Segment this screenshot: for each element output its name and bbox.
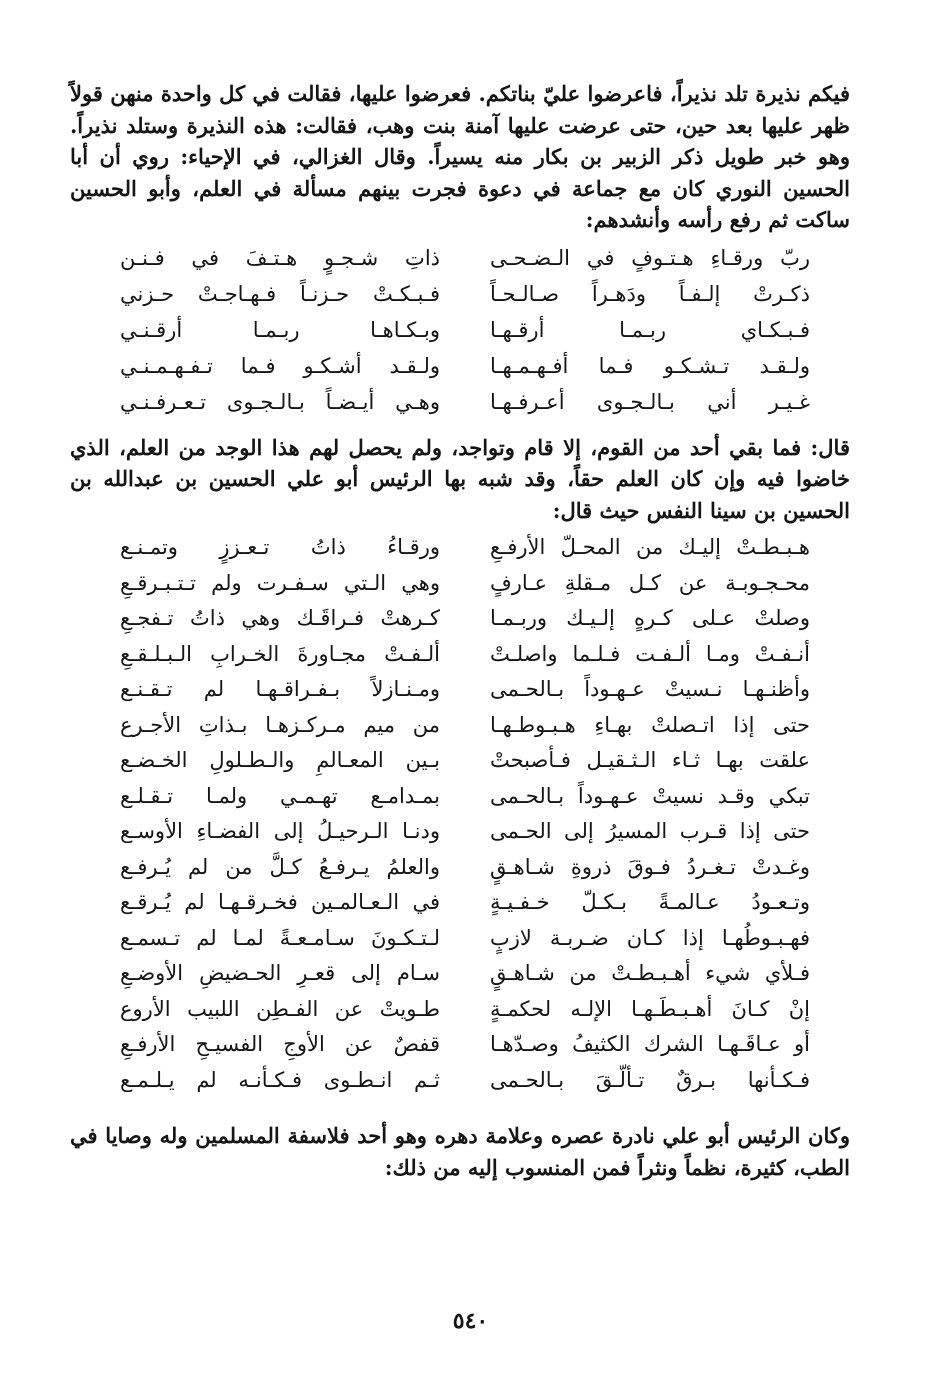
verse-first-hemistich: وصلتْ عـلى كـرهٍ إلـيـك وربـمـا [490,606,810,630]
verse-first-hemistich: غـيـر أني بـالـجـوى أعـرفـهـا [490,389,810,414]
verse [70,956,850,992]
verse-first-hemistich: أو عـاقَـهـا الشرك الكثيفُ وصـدّهـا [490,1032,810,1056]
verse-second-hemistich: والعلمُ يـرفـعُ كـلَّ من لم يُـرفـع [120,854,440,879]
verse [70,1027,850,1063]
verse-second-hemistich: طـويتْ عن الفـطِن اللبيب الأروع [120,996,440,1021]
page-number: ٥٤٠ [452,1308,489,1334]
verse-second-hemistich: في الـعـالمـين فخـرقـهـا لم يُـرقـع [120,890,440,914]
verse-second-hemistich: بمـدامـع تهـمـي ولمـا تـقـلـع [120,783,440,808]
verse-first-hemistich: فهـبـوطُهـا إذا كـان ضـربـة لازبٍ [490,925,810,950]
verse [70,348,850,384]
verse [70,708,850,744]
verse [70,276,850,312]
verse [70,530,850,566]
verse [70,672,850,708]
verse-first-hemistich: أنـفـتْ ومـا ألـفـت فـلـما واصلـتْ [490,641,810,666]
paragraph-qala: قال: فما بقي أحد من القوم، إلا قام وتواجد، ولم يحصل لهم هذا الوجد من العلم، الذي خاضوا فيه وإن كان العلم حقاً، وقد شبه بها الرئيس أبو علي الحسين بن عبدالله بن الحسين بن سينا النفس حيث قال: [70,434,850,523]
verse-second-hemistich: بـين المعـالمِ والـطـلولِ الخـضـع [120,748,440,772]
verse [70,814,850,850]
verse-second-hemistich: قفصٌ عن الأوجِ الفسيـحِ الأرفـعِ [120,1032,440,1056]
verse-first-hemistich: هـبـطـتْ إليـك من المحـلّ الأرفـعِ [490,535,810,559]
verse-first-hemistich: ولـقـد تـشـكـو فـما أفـهـمـهـا [490,353,810,378]
verse-first-hemistich: فـبـكـاي ربـمـا أرقـهـا [490,317,810,342]
verse-second-hemistich: سـام إلى قعـرِ الحـضيضِ الأوضـعِ [120,961,440,985]
verse [70,384,850,420]
verse [70,992,850,1028]
verse-second-hemistich: كـرهتْ فـراقَـك وهي ذاتُ تـفجـعِ [120,606,440,630]
verse-first-hemistich: فـلأي شيء أهـبـطـتْ من شـاهـقٍ [490,961,810,985]
verse-second-hemistich: وبـكـاهـا ربـمـا أرقـنـي [120,317,440,342]
verse-first-hemistich: وتـعـودُ عـالمـةً بـكـلّ خـفـيـةٍ [490,890,810,914]
poem-ibn-sina-ode [70,530,850,1098]
verse-first-hemistich: فـكـأنها بـرقٌ تـألّـقَ بـالحـمى [490,1067,810,1092]
verse-first-hemistich: ربّ ورقـاءِ هـتـوفٍ في الـضـحـى [490,245,810,270]
book-page [70,78,850,1183]
verse [70,885,850,921]
verse-first-hemistich: وغـدتْ تـغـردُ فـوقَ ذروةِ شـاهـقٍ [490,854,810,879]
verse-first-hemistich: حتى إذا قـرب المسيرُ إلى الحـمى [490,819,810,843]
verse [70,1063,850,1099]
verse-second-hemistich: ألـفـتْ مجـاورةَ الخـرابِ الـبـلـقـعِ [120,641,440,666]
verse [70,566,850,602]
poem-nuri [70,240,850,420]
verse-second-hemistich: وهي الـتي سـفـرت ولم تـتـبـرقـعِ [120,570,440,595]
verse-first-hemistich: تبكي وقـد نسيتْ عـهـوداً بـالحـمى [490,783,810,808]
verse-second-hemistich: لـتـكـونَ سـامـعـةً لمـا لم تـسمـع [120,925,440,950]
paragraph-intro: فيكم نذيرة تلد نذيراً، فاعرضوا عليّ بناتكم. فعرضوا عليها، فقالت في كل واحدة منهن قولاً ظهر عليها بعد حين، حتى عرضت عليها آمنة بنت وهب، فقالت: هذه النذيرة وستلد نذيراً. وهو خبر طويل ذكر الزبير بن بكار منه يسيراً. وقال الغزالي، في الإحياء: روي أن أبا الحسين النوري كان مع جماعة في دعوة فجرت بينهم مسألة في العلم، وأبو الحسين ساكت ثم رفع رأسه وأنشدهم: [70,81,850,232]
verse-first-hemistich: علقت بهـا ثـاء الـثـقيـل فـأصبحتْ [490,748,810,772]
verse-second-hemistich: ورقـاءُ ذاتُ تـعـززٍ وتمـنـع [120,535,440,559]
verse-first-hemistich: وأظنـهـا نـسيتْ عـهـوداً بـالحـمى [490,677,810,701]
verse-second-hemistich: فـبـكـتْ حـزنـاً فـهـاجـتْ حـزني [120,281,440,306]
verse [70,850,850,886]
verse [70,743,850,779]
verse-first-hemistich: محـجـوبـة عن كـل مـقلةِ عـارفٍ [490,570,810,595]
verse-second-hemistich: وهـي أيـضـاً بـالـجـوى تـعـرفـنـي [120,389,440,414]
verse [70,240,850,276]
verse [70,312,850,348]
verse [70,779,850,815]
verse-first-hemistich: إنْ كـانَ أهـبـطَـهـا الإلـه لحكمـةٍ [490,996,810,1021]
verse-first-hemistich: حتى إذا اتـصلتْ بهـاءِ هـبـوطـهـا [490,712,810,737]
verse-second-hemistich: ودنـا الـرحيـلُ إلى الفضـاءِ الأوسـع [120,819,440,843]
verse-second-hemistich: من ميم مـركـزهـا بـذاتِ الأجـرع [120,712,440,737]
verse-second-hemistich: ذاتِ شـجـوٍ هـتـفَ في فـنـن [120,245,440,270]
verse [70,921,850,957]
verse-second-hemistich: ومـنـازلاً بـفـراقـهـا لم تـقـنـع [120,677,440,701]
verse [70,601,850,637]
verse [70,637,850,673]
verse-second-hemistich: ثـم انـطـوى فـكـأنـه لم يـلـمـع [120,1067,440,1092]
verse-second-hemistich: ولـقـد أشـكـو فـما تـفـهـمـنـي [120,353,440,378]
verse-first-hemistich: ذكـرتْ إلـفـاً ودَهـراً صـالـحـاً [490,281,810,306]
paragraph-ibn-sina: وكان الرئيس أبو علي نادرة عصره وعلامة دهره وهو أحد فلاسفة المسلمين وله وصايا في الطب، كثيرة، نظماً ونثراً فمن المنسوب إليه من ذلك: [70,1123,850,1180]
